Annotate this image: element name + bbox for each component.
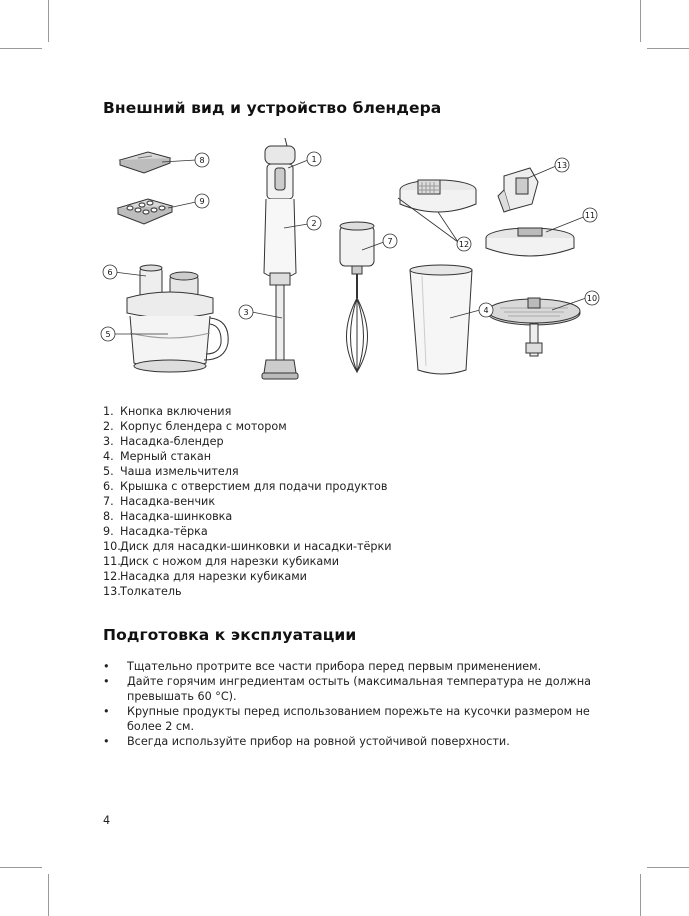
hand-blender-drawing xyxy=(262,138,298,379)
pusher-drawing xyxy=(498,168,538,212)
list-item: 11. Диск с ножом для нарезки кубиками xyxy=(103,555,339,568)
measuring-beaker-drawing xyxy=(410,265,472,374)
callout-10 xyxy=(585,291,599,305)
list-item: 13. Толкатель xyxy=(103,585,182,598)
crop-mark xyxy=(48,0,49,42)
svg-text:12: 12 xyxy=(458,240,470,249)
crop-mark xyxy=(640,0,641,42)
bullet: • xyxy=(103,660,110,673)
grating-attachment-drawing xyxy=(118,199,172,224)
section-title-appearance: Внешний вид и устройство блендера xyxy=(103,99,442,117)
list-item: • Тщательно протрите все части прибора перед первым применением. xyxy=(103,660,542,673)
preparation-list xyxy=(103,659,603,749)
callout-3 xyxy=(239,305,253,319)
callout-8 xyxy=(195,153,209,167)
dicing-disc-drawing xyxy=(486,228,574,256)
callout-1 xyxy=(307,152,321,166)
callout-5 xyxy=(101,327,115,341)
whisk-drawing xyxy=(340,222,374,372)
callout-11 xyxy=(583,208,597,222)
svg-text:3: 3 xyxy=(243,308,249,317)
list-item: • Всегда используйте прибор на ровной устойчивой поверхности. xyxy=(103,735,510,748)
callout-6 xyxy=(103,265,117,279)
bullet: • xyxy=(103,735,110,748)
parts-list xyxy=(103,404,392,599)
crop-mark xyxy=(647,867,689,868)
svg-text:13: 13 xyxy=(556,161,568,170)
callout-9 xyxy=(195,194,209,208)
callout-7 xyxy=(383,234,397,248)
svg-text:7: 7 xyxy=(387,237,393,246)
list-item: 8. Насадка-шинковка xyxy=(103,510,233,523)
list-item: 5. Чаша измельчителя xyxy=(103,465,239,478)
shredding-disc-drawing xyxy=(488,298,580,356)
crop-mark xyxy=(48,874,49,916)
page-number: 4 xyxy=(103,814,111,827)
list-item: 10. Диск для насадки-шинковки и насадки-тёрки xyxy=(103,540,392,553)
svg-text:2: 2 xyxy=(311,219,317,228)
crop-mark xyxy=(0,48,42,49)
chopper-bowl-drawing xyxy=(127,265,228,372)
svg-text:1: 1 xyxy=(311,155,317,164)
callout-12 xyxy=(457,237,471,251)
list-item: 2. Корпус блендера с мотором xyxy=(103,420,287,433)
list-item: 3. Насадка-блендер xyxy=(103,435,224,448)
section-title-preparation: Подготовка к эксплуатации xyxy=(103,626,357,644)
svg-text:8: 8 xyxy=(199,156,205,165)
list-item: 7. Насадка-венчик xyxy=(103,495,216,508)
dicing-attachment-drawing xyxy=(400,180,476,212)
crop-mark xyxy=(647,48,689,49)
bullet: • xyxy=(103,675,110,688)
blender-parts-illustration xyxy=(100,138,600,388)
svg-text:9: 9 xyxy=(199,197,205,206)
list-item: • Крупные продукты перед использованием порежьте на кусочки размером не более 2 см. xyxy=(103,705,590,733)
svg-text:11: 11 xyxy=(584,211,596,220)
bullet: • xyxy=(103,705,110,718)
crop-mark xyxy=(0,867,42,868)
list-item: 4. Мерный стакан xyxy=(103,450,212,463)
svg-text:4: 4 xyxy=(483,306,489,315)
callout-13 xyxy=(555,158,569,172)
list-item: 6. Крышка с отверстием для подачи продуктов xyxy=(103,480,388,493)
svg-text:5: 5 xyxy=(105,330,111,339)
callout-4 xyxy=(479,303,493,317)
svg-text:6: 6 xyxy=(107,268,113,277)
list-item: • Дайте горячим ингредиентам остыть (максимальная температура не должна превышать 60 °C). xyxy=(103,675,591,703)
list-item: 1. Кнопка включения xyxy=(103,405,232,418)
crop-mark xyxy=(640,874,641,916)
svg-text:10: 10 xyxy=(586,294,598,303)
list-item: 12. Насадка для нарезки кубиками xyxy=(103,570,307,583)
callout-2 xyxy=(307,216,321,230)
slicing-attachment-drawing xyxy=(120,152,170,173)
list-item: 9. Насадка-тёрка xyxy=(103,525,208,538)
